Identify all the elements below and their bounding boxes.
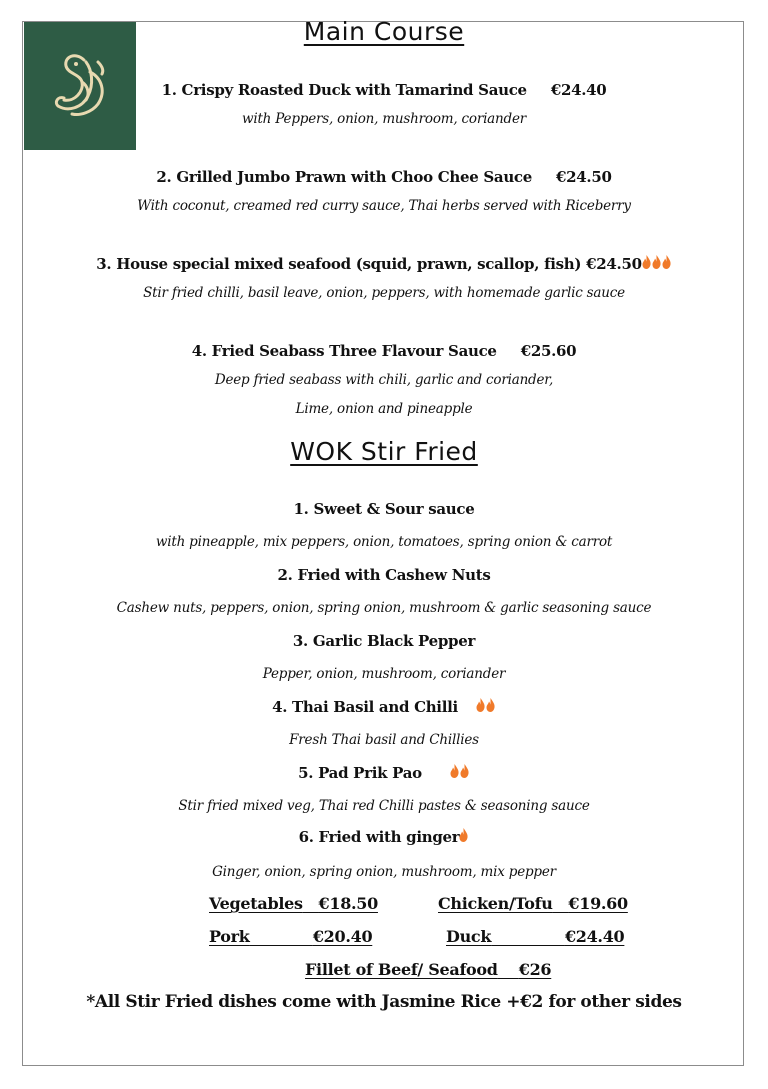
menu-item-name: 3. House special mixed seafood (squid, prawn, scallop, fish) €24.50 bbox=[0, 255, 768, 273]
menu-item-price: €24.50 bbox=[586, 255, 642, 273]
price-beef-seafood: Fillet of Beef/ Seafood €26 bbox=[305, 960, 552, 979]
menu-item-price: €24.40 bbox=[550, 81, 607, 99]
menu-item-name: 1. Crispy Roasted Duck with Tamarind Sauce €24.40 bbox=[161, 81, 607, 99]
chilli-rating bbox=[476, 698, 496, 716]
menu-item-name: 4. Fried Seabass Three Flavour Sauce €25.60 bbox=[191, 342, 577, 360]
menu-item-name: 6. Fried with ginger bbox=[0, 828, 768, 846]
flame-icon bbox=[652, 255, 661, 269]
chilli-rating bbox=[642, 255, 672, 273]
menu-item-name: 5. Pad Prik Pao bbox=[0, 764, 768, 782]
price-chicken-tofu: Chicken/Tofu €19.60 bbox=[438, 894, 628, 913]
rice-footnote: *All Stir Fried dishes come with Jasmine Rice +€2 for other sides bbox=[86, 992, 682, 1012]
menu-item-description: With coconut, creamed red curry sauce, Thai herbs served with Riceberry bbox=[137, 198, 631, 214]
wok-heading: WOK Stir Fried bbox=[290, 437, 478, 466]
price-pork: Pork €20.40 bbox=[209, 927, 373, 946]
menu-item-description: Lime, onion and pineapple bbox=[295, 401, 473, 417]
menu-item-name: 3. Garlic Black Pepper bbox=[292, 632, 476, 650]
menu-item-description: Pepper, onion, mushroom, coriander bbox=[262, 666, 506, 682]
menu-item-name: 1. Sweet & Sour sauce bbox=[293, 500, 475, 518]
menu-item-description: Stir fried chilli, basil leave, onion, peppers, with homemade garlic sauce bbox=[143, 285, 625, 301]
menu-item-description: with pineapple, mix peppers, onion, tomatoes, spring onion & carrot bbox=[155, 534, 613, 550]
flame-icon bbox=[662, 255, 671, 269]
menu-item-name: 4. Thai Basil and Chilli bbox=[0, 698, 768, 716]
price-duck: Duck €24.40 bbox=[446, 927, 625, 946]
flame-icon bbox=[476, 698, 485, 712]
menu-item-name: 2. Grilled Jumbo Prawn with Choo Chee Sauce €24.50 bbox=[156, 168, 612, 186]
menu-item-description: Deep fried seabass with chili, garlic and coriander, bbox=[214, 372, 554, 388]
menu-item-price: €25.60 bbox=[520, 342, 577, 360]
flame-icon bbox=[642, 255, 651, 269]
flame-icon bbox=[486, 698, 495, 712]
menu-item-description: with Peppers, onion, mushroom, coriander bbox=[241, 111, 527, 127]
menu-item-name: 2. Fried with Cashew Nuts bbox=[277, 566, 491, 584]
menu-item-description: Ginger, onion, spring onion, mushroom, mix pepper bbox=[212, 864, 556, 880]
menu-item-price: €24.50 bbox=[556, 168, 612, 186]
flame-icon bbox=[450, 764, 459, 778]
flame-icon bbox=[459, 828, 468, 842]
chilli-rating bbox=[459, 828, 469, 846]
menu-item-description: Fresh Thai basil and Chillies bbox=[289, 732, 479, 748]
flame-icon bbox=[460, 764, 469, 778]
chilli-rating bbox=[450, 764, 470, 782]
price-vegetables: Vegetables €18.50 bbox=[209, 894, 378, 913]
menu-item-description: Stir fried mixed veg, Thai red Chilli pastes & seasoning sauce bbox=[178, 798, 590, 814]
menu-item-description: Cashew nuts, peppers, onion, spring onion, mushroom & garlic seasoning sauce bbox=[116, 600, 652, 616]
main-course-heading: Main Course bbox=[303, 17, 465, 46]
